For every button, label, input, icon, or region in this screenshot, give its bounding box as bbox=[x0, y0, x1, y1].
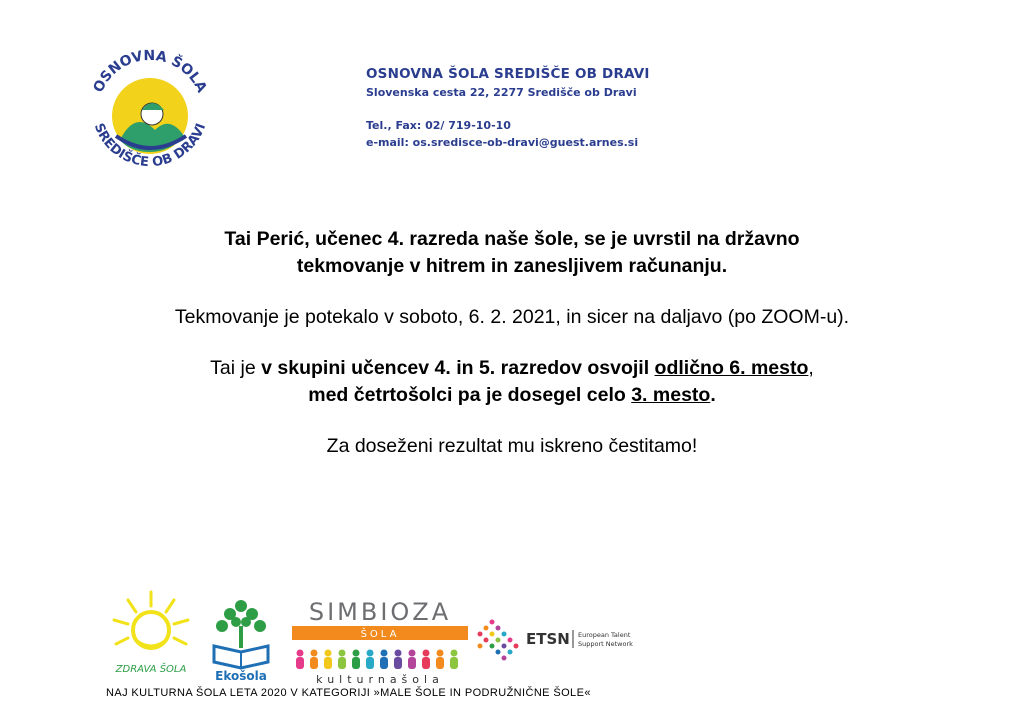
ekosola-logo bbox=[208, 596, 274, 682]
crest-text-top: OSNOVNA ŠOLA bbox=[90, 47, 210, 96]
tree-trunk bbox=[239, 626, 243, 648]
result-place-3: 3. mesto bbox=[631, 384, 711, 406]
school-address: Slovenska cesta 22, 2277 Središče ob Dravi bbox=[366, 86, 637, 99]
result-fourth-grade-text: med četrtošolci pa je dosegel celo bbox=[308, 384, 632, 406]
school-name: OSNOVNA ŠOLA SREDIŠČE OB DRAVI bbox=[366, 66, 650, 82]
sun-rays-icon bbox=[114, 592, 188, 644]
people-chain-icon bbox=[296, 650, 458, 670]
zdrava-sola-logo bbox=[108, 588, 194, 678]
headline-line-1: Tai Perić, učenec 4. razreda naše šole, se je uvrstil na državno bbox=[224, 228, 800, 250]
congratulations: Za doseženi rezultat mu iskreno čestitamo! bbox=[326, 435, 698, 457]
school-phone-fax: Tel., Fax: 02/ 719-10-10 bbox=[366, 119, 511, 132]
crest-text-bottom: SREDIŠČE OB DRAVI bbox=[90, 121, 210, 171]
simbioza-text: SIMBIOZA bbox=[308, 598, 452, 626]
result-line-1 bbox=[0, 355, 1024, 382]
school-contact-block bbox=[366, 66, 650, 149]
etsn-sub-line-1: European Talent bbox=[578, 631, 631, 639]
zdrava-sola-text: ZDRAVA ŠOLA bbox=[115, 664, 187, 675]
kulturna-sola-text: kulturnašola bbox=[316, 673, 444, 686]
result-group-text: v skupini učencev 4. in 5. razredov osvojil bbox=[261, 357, 655, 379]
result-period: . bbox=[710, 384, 716, 406]
etsn-dot-cluster-icon bbox=[478, 620, 519, 661]
school-crest-logo bbox=[80, 40, 220, 180]
ekosola-text: Ekošola bbox=[215, 669, 267, 682]
competition-info: Tekmovanje je potekalo v soboto, 6. 2. 2021, in sicer na daljavo (po ZOOM-u). bbox=[174, 306, 850, 328]
result-prefix: Tai je bbox=[210, 357, 262, 379]
result-place-6: odlično 6. mesto bbox=[654, 357, 809, 379]
footer-caption: NAJ KULTURNA ŠOLA LETA 2020 V KATEGORIJI »MALE ŠOLE IN PODRUŽNIČNE ŠOLE« bbox=[106, 687, 591, 699]
result-comma: , bbox=[808, 357, 814, 379]
kulturna-sola-logo bbox=[290, 648, 470, 688]
etsn-sub-line-2: Support Network bbox=[578, 640, 633, 648]
result-line-2 bbox=[0, 382, 1024, 409]
school-email: e-mail: os.sredisce-ob-dravi@guest.arnes.si bbox=[366, 136, 639, 149]
headline-line-2: tekmovanje v hitrem in zanesljivem računanju. bbox=[296, 255, 728, 277]
etsn-text: ETSN bbox=[526, 630, 570, 648]
simbioza-sola-logo bbox=[290, 596, 470, 642]
etsn-logo bbox=[470, 612, 640, 668]
announcement-body bbox=[0, 226, 1024, 460]
simbioza-sub-text: ŠOLA bbox=[360, 629, 400, 640]
